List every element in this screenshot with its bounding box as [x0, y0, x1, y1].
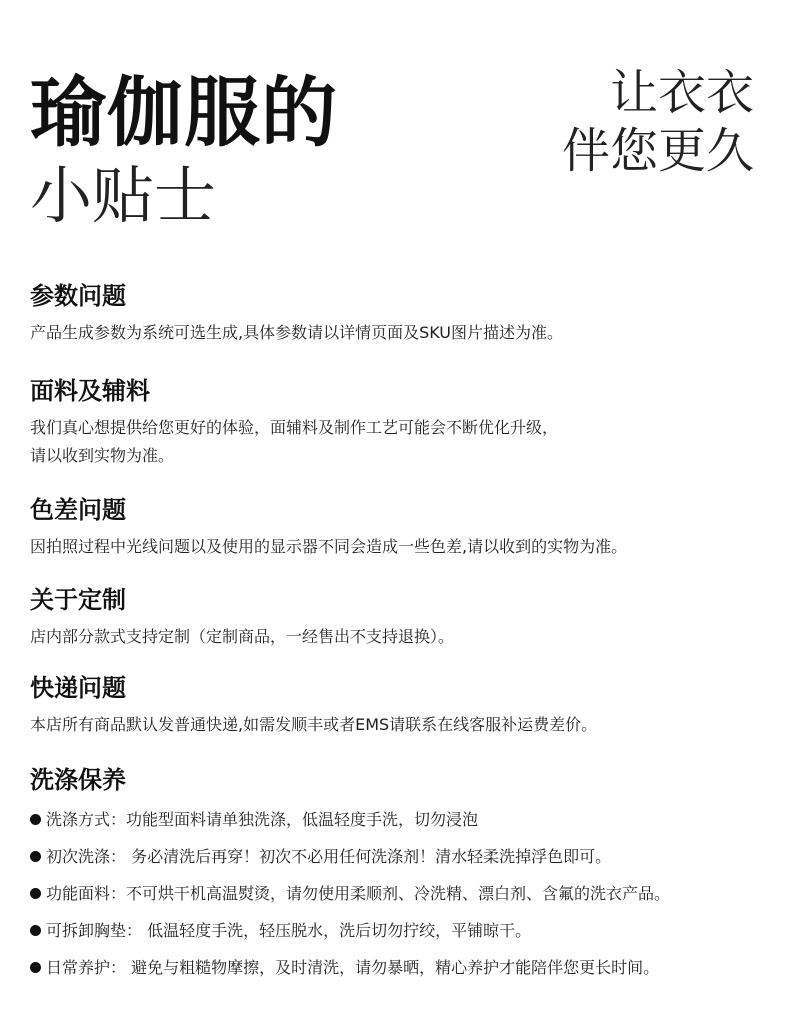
section-heading: 色差问题	[30, 496, 126, 524]
page-title: 瑜伽服的	[30, 68, 338, 157]
section-parameters	[30, 281, 760, 347]
slogan-line-2: 伴您更久	[561, 123, 754, 179]
section-text: 因拍照过程中光线问题以及使用的显示器不同会造成一些色差,请以收到的实物为准。	[30, 537, 628, 556]
section-heading: 洗涤保养	[30, 766, 126, 794]
care-item-text: 功能面料：不可烘干机高温熨烫，请勿使用柔顺剂、冷洗精、漂白剂、含氟的洗衣产品。	[46, 884, 671, 903]
section-text: 本店所有商品默认发普通快递,如需发顺丰或者EMS请联系在线客服补运费差价。	[30, 715, 598, 734]
list-item	[30, 957, 760, 979]
slogan-line-1: 让衣衣	[609, 65, 754, 121]
section-heading: 面料及辅料	[30, 377, 150, 405]
bullet-icon	[30, 962, 41, 973]
care-list	[30, 809, 760, 979]
care-item-text: 可拆卸胸垫： 低温轻度手洗，轻压脱水，洗后切勿拧绞，平铺晾干。	[46, 921, 532, 940]
section-customization	[30, 585, 760, 651]
list-item	[30, 809, 760, 831]
list-item	[30, 920, 760, 942]
section-color-difference	[30, 495, 760, 561]
page-subtitle: 小贴士	[30, 159, 217, 232]
section-text: 产品生成参数为系统可选生成,具体参数请以详情页面及SKU图片描述为准。	[30, 323, 564, 342]
section-text	[30, 414, 760, 470]
bullet-icon	[30, 888, 41, 899]
section-heading: 快递问题	[30, 674, 126, 702]
care-item-text: 洗涤方式：功能型面料请单独洗涤，低温轻度手洗，切勿浸泡	[46, 810, 479, 829]
section-text: 店内部分款式支持定制（定制商品，一经售出不支持退换）。	[30, 627, 455, 646]
bullet-icon	[30, 925, 41, 936]
section-text-line: 请以收到实物为准。	[30, 446, 175, 465]
list-item	[30, 883, 760, 905]
section-fabric	[30, 376, 760, 470]
section-text-line: 我们真心想提供给您更好的体验，面辅料及制作工艺可能会不断优化升级，	[30, 418, 559, 437]
section-shipping	[30, 673, 760, 739]
section-care	[30, 765, 760, 994]
list-item	[30, 846, 760, 868]
bullet-icon	[30, 851, 41, 862]
bullet-icon	[30, 814, 41, 825]
care-item-text: 日常养护： 避免与粗糙物摩擦，及时清洗，请勿暴晒，精心养护才能陪伴您更长时间。	[46, 958, 660, 977]
section-heading: 参数问题	[30, 282, 126, 310]
slogan	[562, 64, 754, 180]
care-item-text: 初次洗涤： 务必清洗后再穿！初次不必用任何洗涤剂！清水轻柔洗掉浮色即可。	[46, 847, 612, 866]
section-heading: 关于定制	[30, 586, 126, 614]
